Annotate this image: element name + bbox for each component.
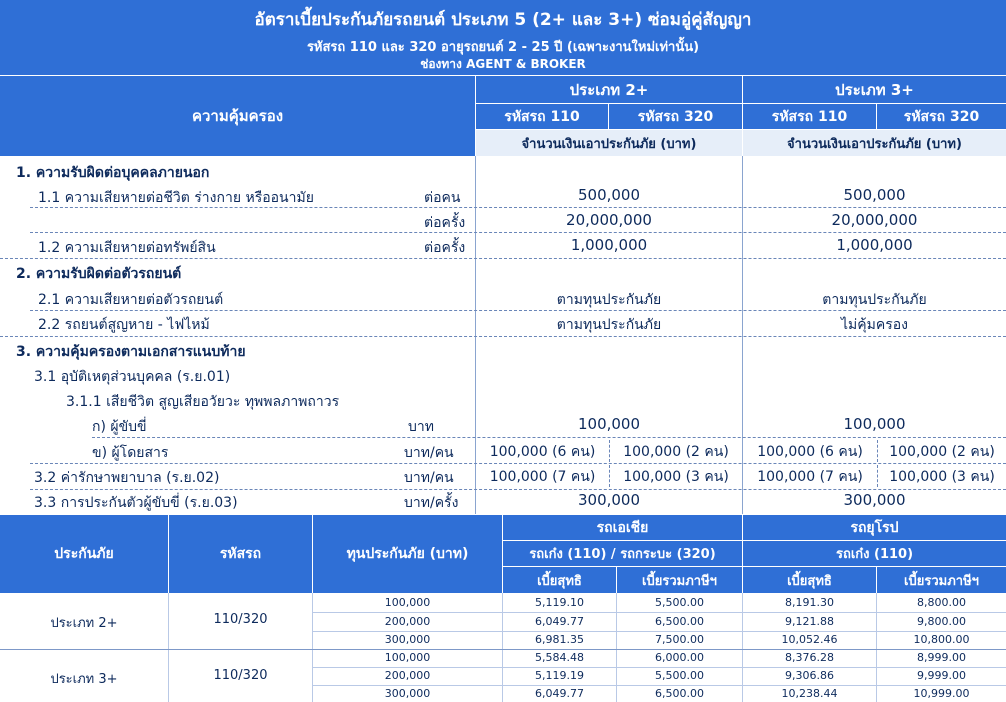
row-2-2-type2: ตามทุนประกันภัย <box>556 317 662 333</box>
divider <box>30 310 1006 311</box>
asia-net-cell: 5,584.48 <box>535 651 584 664</box>
divider <box>312 612 1006 613</box>
row-3-2-type3-110: 100,000 (7 คน) <box>757 469 863 485</box>
europe-total-header: เบี้ยรวมภาษีฯ <box>877 567 1006 593</box>
row-3-3-type3: 300,000 <box>843 491 906 509</box>
row-1-1-type2-b: 20,000,000 <box>566 211 652 229</box>
europe-total-cell: 10,800.00 <box>913 633 970 646</box>
row-1-2-label: 1.2 ความเสียหายต่อทรัพย์สิน <box>38 240 216 256</box>
asia-header: รถเอเชีย <box>503 515 742 540</box>
group-type-label: ประเภท 2+ <box>50 616 118 631</box>
asia-net-cell: 6,981.35 <box>535 633 584 646</box>
asia-net-header: เบี้ยสุทธิ <box>503 567 616 593</box>
row-1-1-unit-b: ต่อครั้ง <box>424 215 466 231</box>
asia-net-cell: 5,119.10 <box>535 596 584 609</box>
europe-net-cell: 8,191.30 <box>785 596 834 609</box>
divider <box>312 685 1006 686</box>
row-3-3-unit: บาท/ครั้ง <box>404 495 459 511</box>
group-code-label: 110/320 <box>213 612 268 627</box>
row-1-2-type2: 1,000,000 <box>570 236 648 254</box>
row-1-1-label: 1.1 ความเสียหายต่อชีวิต ร่างกาย หรืออนามัย <box>38 190 314 206</box>
divider <box>30 463 1006 464</box>
channel-label: ช่องทาง AGENT & BROKER <box>420 57 586 71</box>
asia-net-cell: 6,049.77 <box>535 615 584 628</box>
divider <box>168 593 169 702</box>
asia-total-cell: 6,000.00 <box>655 651 704 664</box>
row-3-2-type2-110: 100,000 (7 คน) <box>489 469 596 485</box>
asia-net-cell: 6,049.77 <box>535 687 584 700</box>
row-1-1-type3-a: 500,000 <box>843 186 906 204</box>
passenger-type2-320: 100,000 (2 คน) <box>623 444 729 460</box>
driver-type2: 100,000 <box>577 415 641 433</box>
europe-net-cell: 9,306.86 <box>785 669 834 682</box>
driver-unit: บาท <box>408 419 434 435</box>
sum-insured-cell: 300,000 <box>384 687 431 700</box>
row-2-1-type3: ตามทุนประกันภัย <box>822 292 927 308</box>
asia-total-cell: 5,500.00 <box>655 669 704 682</box>
page-subtitle: รหัสรถ 110 และ 320 อายุรถยนต์ 2 - 25 ปี (เฉพาะงานใหม่เท่านั้น) <box>306 40 700 55</box>
asia-total-cell: 7,500.00 <box>655 633 704 646</box>
europe-net-cell: 8,376.28 <box>785 651 834 664</box>
row-1-2-unit: ต่อครั้ง <box>424 240 466 256</box>
sum-insured-cell: 100,000 <box>384 651 431 664</box>
type2-header: ประเภท 2+ <box>476 76 742 103</box>
type2-sum-insured-header: จำนวนเงินเอาประกันภัย (บาท) <box>476 130 742 156</box>
europe-header: รถยุโรป <box>743 515 1006 540</box>
type3-code110-header: รหัสรถ 110 <box>743 104 876 129</box>
europe-total-cell: 9,999.00 <box>917 669 966 682</box>
europe-net-header: เบี้ยสุทธิ <box>743 567 876 593</box>
asia-total-cell: 5,500.00 <box>655 596 704 609</box>
divider <box>30 489 1006 490</box>
row-3-2-unit: บาท/คน <box>404 470 454 486</box>
divider <box>30 232 1006 233</box>
row-2-2-type3: ไม่คุ้มครอง <box>841 317 908 333</box>
europe-net-cell: 10,238.44 <box>781 687 838 700</box>
driver-label: ก) ผู้ขับขี่ <box>92 419 147 435</box>
premium-sum-header: ทุนประกันภัย (บาท) <box>313 515 502 593</box>
premium-insurance-header: ประกันภัย <box>0 515 168 593</box>
row-3-2-type2-320: 100,000 (3 คน) <box>623 469 729 485</box>
row-2-1-label: 2.1 ความเสียหายต่อตัวรถยนต์ <box>38 292 224 308</box>
europe-total-cell: 9,800.00 <box>917 615 966 628</box>
europe-total-cell: 8,999.00 <box>917 651 966 664</box>
section-1-title: 1. ความรับผิดต่อบุคคลภายนอก <box>16 165 210 181</box>
passenger-type3-320: 100,000 (2 คน) <box>889 444 995 460</box>
type3-sum-insured-header: จำนวนเงินเอาประกันภัย (บาท) <box>743 130 1006 156</box>
europe-sub-header: รถเก๋ง (110) <box>743 541 1006 566</box>
divider <box>312 667 1006 668</box>
group-type-label: ประเภท 3+ <box>50 672 118 687</box>
row-1-2-type3: 1,000,000 <box>836 236 913 254</box>
row-1-1-unit-a: ต่อคน <box>424 190 461 206</box>
row-1-1-type3-b: 20,000,000 <box>831 211 918 229</box>
type3-header: ประเภท 3+ <box>743 76 1006 103</box>
europe-net-cell: 10,052.46 <box>781 633 838 646</box>
divider <box>92 437 1006 438</box>
row-2-2-label: 2.2 รถยนต์สูญหาย - ไฟไหม้ <box>38 317 210 333</box>
page-title: อัตราเบี้ยประกันภัยรถยนต์ ประเภท 5 (2+ และ 3+) ซ่อมอู่คู่สัญญา <box>254 10 752 30</box>
header-banner <box>0 0 1006 75</box>
asia-total-cell: 6,500.00 <box>655 615 704 628</box>
row-3-3-type2: 300,000 <box>577 491 641 509</box>
type2-code110-header: รหัสรถ 110 <box>476 104 608 129</box>
asia-total-cell: 6,500.00 <box>655 687 704 700</box>
divider <box>0 336 1006 337</box>
coverage-header: ความคุ้มครอง <box>0 76 475 156</box>
divider <box>30 207 1006 208</box>
sum-insured-cell: 200,000 <box>384 669 431 682</box>
europe-total-cell: 8,800.00 <box>917 596 966 609</box>
type2-code320-header: รหัสรถ 320 <box>609 104 742 129</box>
asia-net-cell: 5,119.19 <box>535 669 584 682</box>
type3-code320-header: รหัสรถ 320 <box>877 104 1006 129</box>
asia-sub-header: รถเก๋ง (110) / รถกระบะ (320) <box>503 541 742 566</box>
section-3-title: 3. ความคุ้มครองตามเอกสารแนบท้าย <box>16 344 246 360</box>
row-3-2-type3-320: 100,000 (3 คน) <box>889 469 995 485</box>
passenger-type2-110: 100,000 (6 คน) <box>489 444 596 460</box>
premium-code-header: รหัสรถ <box>169 515 312 593</box>
group-code-label: 110/320 <box>213 668 268 683</box>
divider <box>0 258 1006 259</box>
sum-insured-cell: 100,000 <box>384 596 431 609</box>
sum-insured-cell: 200,000 <box>384 615 431 628</box>
sum-insured-cell: 300,000 <box>384 633 431 646</box>
row-3-1-1-label: 3.1.1 เสียชีวิต สูญเสียอวัยวะ ทุพพลภาพถาวร <box>66 394 340 410</box>
driver-type3: 100,000 <box>843 415 906 433</box>
row-1-1-type2-a: 500,000 <box>577 186 641 204</box>
row-2-1-type2: ตามทุนประกันภัย <box>556 292 662 308</box>
passenger-unit: บาท/คน <box>404 445 454 461</box>
section-2-title: 2. ความรับผิดต่อตัวรถยนต์ <box>16 266 182 282</box>
divider <box>312 631 1006 632</box>
asia-total-header: เบี้ยรวมภาษีฯ <box>617 567 742 593</box>
row-3-2-label: 3.2 ค่ารักษาพยาบาล (ร.ย.02) <box>34 470 220 486</box>
europe-total-cell: 10,999.00 <box>913 687 970 700</box>
europe-net-cell: 9,121.88 <box>785 615 834 628</box>
passenger-label: ข) ผู้โดยสาร <box>92 445 169 461</box>
row-3-1-label: 3.1 อุบัติเหตุส่วนบุคคล (ร.ย.01) <box>34 369 231 385</box>
row-3-3-label: 3.3 การประกันตัวผู้ขับขี่ (ร.ย.03) <box>34 495 238 511</box>
divider <box>0 649 1006 650</box>
passenger-type3-110: 100,000 (6 คน) <box>757 444 863 460</box>
